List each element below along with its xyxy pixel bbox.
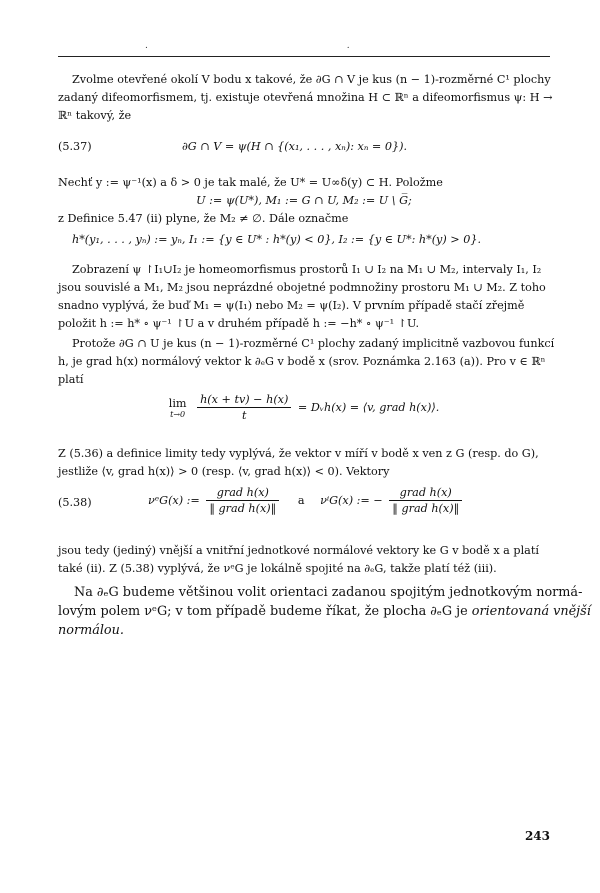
text-line: snadno vyplývá, že buď M₁ = ψ(I₁) nebo M₂ = ψ(I₂). V prvním případě stačí zřejmě [58, 299, 525, 312]
equation-body: ∂G ∩ V = ψ(H ∩ {(x₁, . . . , xₙ): xₙ = 0}). [182, 140, 408, 153]
text-line: položit h := h* ∘ ψ⁻¹ ↾U a v druhém případě h := −h* ∘ ψ⁻¹ ↾U. [58, 317, 420, 330]
display-equation: h*(y₁, . . . , yₙ) := yₙ, I₁ := {y ∈ U* : h*(y) < 0}, I₂ := {y ∈ U*: h*(y) > 0}. [72, 233, 482, 246]
text-line: Zvolme otevřené okolí V bodu x takové, že ∂G ∩ V je kus (n − 1)-rozměrné C¹ plochy [72, 73, 551, 86]
page-number: 243 [524, 829, 550, 843]
fraction-denominator: ‖ grad h(x)‖ [392, 502, 460, 515]
text-line: Na ∂ₑG budeme většinou volit orientaci zadanou spojitým jednotkovým normá- [74, 585, 583, 600]
equation-number: (5.38) [58, 496, 92, 509]
text-line: také (ii). Z (5.38) vyplývá, že νᵉG je lokálně spojité na ∂ₑG, takže platí též (iii). [58, 562, 497, 575]
paragraph-3 [58, 261, 550, 333]
fraction [389, 485, 462, 516]
fraction-numerator: grad h(x) [206, 485, 279, 501]
limit-label: lim [168, 396, 187, 410]
normal-inner-lhs: νⁱG(x) := − [320, 494, 383, 507]
running-header: . . [145, 41, 448, 51]
text-line [58, 602, 591, 621]
normal-outer-lhs: νᵉG(x) := [148, 494, 200, 507]
limit-subscript: t→0 [170, 409, 186, 419]
limit-operator [169, 397, 187, 419]
equation-rhs: = Dᵥh(x) = ⟨v, grad h(x)⟩. [297, 401, 440, 414]
equation-5-38 [58, 485, 550, 525]
text-line: jestliže ⟨v, grad h(x)⟩ > 0 (resp. ⟨v, grad h(x)⟩ < 0). Vektory [58, 465, 390, 478]
display-equation: U := ψ(U*), M₁ := G ∩ U, M₂ := U \ G̅; [196, 194, 412, 207]
equation-5-37 [58, 140, 550, 170]
text-line: jsou souvislé a M₁, M₂ jsou neprázdné obojetné podmnožiny prostoru M₁ ∪ M₂. Z toho [58, 281, 546, 294]
emphasis-term: orientovaná vnější [471, 604, 591, 619]
text-line: z Definice 5.47 (ii) plyne, že M₂ ≠ ∅. Dále označme [58, 212, 349, 225]
text-line: jsou tedy (jediný) vnější a vnitřní jednotkové normálové vektory ke G v bodě x a platí [58, 544, 539, 557]
paragraph-7 [58, 583, 591, 640]
paragraph-5 [58, 445, 550, 481]
text-line: ℝⁿ takový, že [58, 109, 132, 122]
equation-body [148, 485, 465, 516]
text-line: zadaný difeomorfismem, tj. existuje otevřená množina H ⊂ ℝⁿ a difeomorfismus ψ: H → [58, 91, 553, 104]
text-line: Z (5.36) a definice limity tedy vyplývá, že vektor v míří v bodě x ven z G (resp. do G), [58, 447, 539, 460]
text-span: lovým polem νᵉG; v tom případě budeme říkat, že plocha ∂ₑG je [58, 604, 472, 619]
paragraph-4 [58, 335, 555, 389]
paragraph-2 [58, 174, 550, 249]
text-line: Protože ∂G ∩ U je kus (n − 1)-rozměrné C¹ plochy zadaný implicitně vazbovou funkcí [72, 337, 555, 350]
paragraph-1 [58, 71, 553, 125]
paragraph-6 [58, 542, 550, 578]
fraction [197, 392, 291, 423]
equation-number: (5.37) [58, 140, 92, 153]
fraction-denominator: t [241, 409, 247, 422]
text-line: Nechť y := ψ⁻¹(x) a δ > 0 je tak malé, že U* = U∞δ(y) ⊂ H. Položme [58, 176, 443, 189]
fraction-numerator: h(x + tv) − h(x) [197, 392, 291, 408]
emphasis-term-continued: normálou. [58, 623, 124, 638]
text-line: platí [58, 373, 84, 386]
conjunction: a [297, 494, 305, 507]
fraction-denominator: ‖ grad h(x)‖ [209, 502, 277, 515]
text-line: Zobrazení ψ ↾I₁∪I₂ je homeomorfismus prostorů I₁ ∪ I₂ na M₁ ∪ M₂, intervaly I₁, I₂ [72, 263, 542, 276]
fraction [206, 485, 279, 516]
fraction-numerator: grad h(x) [389, 485, 462, 501]
text-line: h, je grad h(x) normálový vektor k ∂ₑG v bodě x (srov. Poznámka 2.163 (a)). Pro v ∈ ℝⁿ [58, 355, 546, 368]
limit-equation [58, 392, 550, 432]
header-rule [58, 56, 550, 57]
